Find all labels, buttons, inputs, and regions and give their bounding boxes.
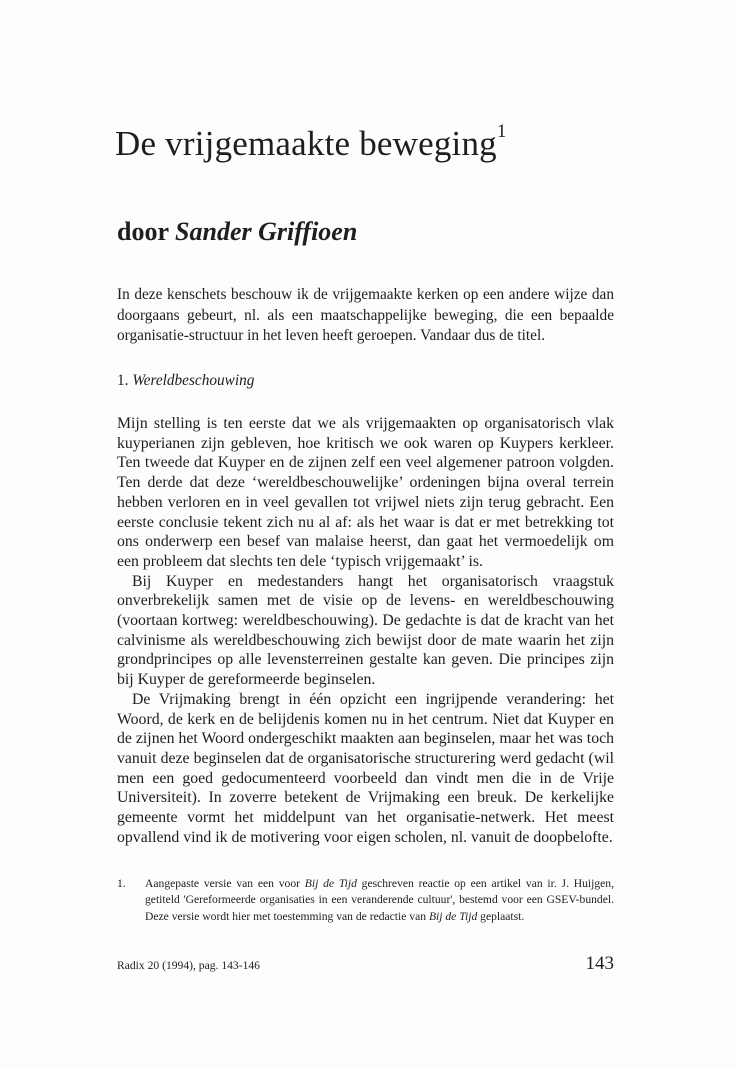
section-heading [117, 371, 614, 391]
byline-prefix: door [117, 217, 169, 246]
article-title [115, 121, 507, 164]
footnote-text [145, 876, 614, 925]
intro-paragraph: In deze kenschets beschouw ik de vrijgemaakte kerken op een andere wijze dan doorgaans gebeurt, nl. als een maatschappelijke beweging, die een bepaalde organisatie-structuur in het leven heeft geroepen. Vandaar dus de titel. [117, 286, 614, 344]
article-title-text: De vrijgemaakte beweging [115, 124, 497, 163]
footnote-marker[interactable]: 1 [496, 121, 507, 142]
section-title: Wereldbeschouwing [132, 372, 255, 389]
footnote [117, 876, 614, 925]
footnote-text-part: Aangepaste versie van een voor [145, 877, 305, 890]
journal-citation: Radix 20 (1994), pag. 143-146 [117, 959, 260, 972]
footnote-text-part: geplaatst. [477, 909, 525, 923]
byline [117, 217, 357, 247]
body-paragraph: Mijn stelling is ten eerste dat we als vrijgemaakten op organisatorisch vlak kuyperianen zijn gebleven, hoe kritisch we ook waren op Kuypers kerkleer. Ten tweede dat Kuyper en de zijnen zelf een veel algemener patroon volgden. Ten derde dat deze ‘wereldbeschouwelijke’ ordeningen bijna overal terrein hebben verloren en in veel gevallen tot vrijwel niets zijn terug gebracht. Een eerste conclusie tekent zich nu al af: als het waar is dat er met betrekking tot ons onderwerp een besef van malaise heerst, dan gaat het vermoedelijk om een probleem dat slechts ten dele ‘typisch vrijgemaakt’ is. [117, 415, 614, 570]
body-paragraph: De Vrijmaking brengt in één opzicht een ingrijpende verandering: het Woord, de kerk en de belijdenis komen nu in het centrum. Niet dat Kuyper en de zijnen het Woord ondergeschikt maakten aan beginselen, maar het was toch vanuit deze beginselen dat de organisatorische structurering werd gedacht (wil men een goed gedocumenteerd voorbeeld dan vindt men die in de Vrije Universiteit). In zoverre betekent de Vrijmaking een breuk. De kerkelijke gemeente vormt het middelpunt van het organisatie-netwerk. Het meest opvallend vind ik de motivering voor eigen scholen, nl. vanuit de doopbelofte. [117, 690, 614, 846]
author-name: Sander Griffioen [175, 217, 358, 246]
body-text [117, 414, 614, 847]
page-number: 143 [585, 953, 614, 974]
footnote-source: Bij de Tijd [428, 909, 478, 923]
body-paragraph: Bij Kuyper en medestanders hangt het organisatorisch vraagstuk onverbrekelijk samen met de visie op de levens- en wereldbeschouwing (voortaan kortweg: wereldbeschouwing). De gedachte is dat de kracht van het calvinisme als wereldbeschouwing zich bewijst door de mate waarin het zijn grondprincipes op alle levensterreinen gestalte kan geven. Die principes zijn bij Kuyper de gereformeerde beginselen. [117, 572, 614, 689]
section-number: 1. [117, 372, 129, 389]
footnote-text-part: geschreven reactie op een artikel van ir. J. Huijgen, getiteld 'Gereformeerde organisaties in een veranderende cultuur', bestemd voor een GSEV-bundel. Deze versie wordt hier met toestemming van de redactie van [145, 877, 615, 923]
footnote-number: 1. [117, 877, 126, 890]
footnote-source: Bij de Tijd [304, 877, 357, 890]
